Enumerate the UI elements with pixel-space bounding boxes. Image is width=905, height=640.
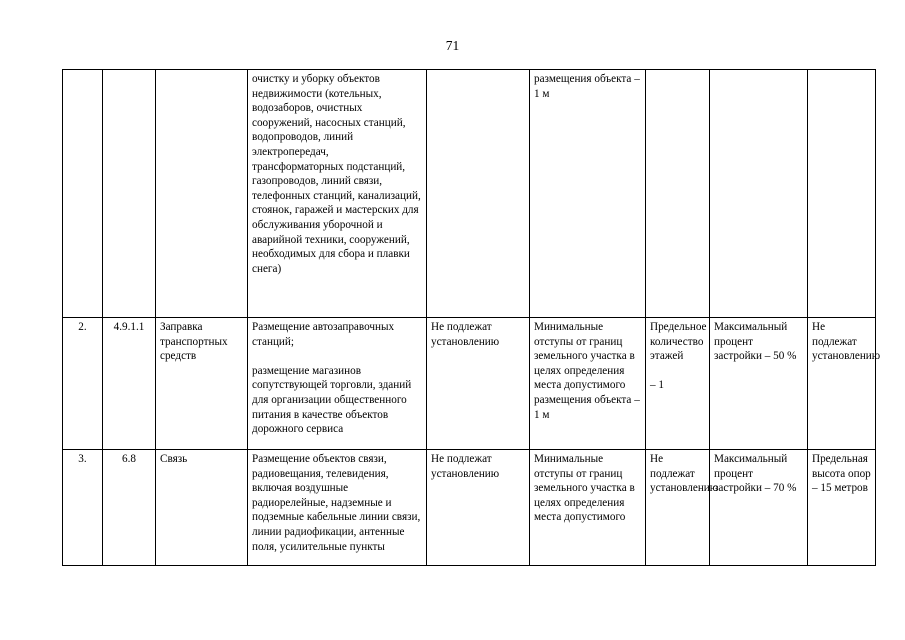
coverage-cell: Максимальный процент застройки – 50 % bbox=[710, 318, 808, 450]
description-cell bbox=[248, 450, 427, 566]
table-row bbox=[63, 450, 876, 566]
floors-cell: Не подлежат установлению bbox=[646, 450, 710, 566]
floors-value: – 1 bbox=[650, 379, 664, 392]
other-params-cell: Предельная высота опор – 15 метров bbox=[808, 450, 876, 566]
plot-size-cell bbox=[427, 70, 530, 318]
description-paragraph: очистку и уборку объектов недвижимости (котельных, водозаборов, очистных сооружений, насосных станций, водопроводов, линий электропередач, трансформаторных подстанций, газопроводов, линий связи, телефонных станций, канализаций, стоянок, гаражей и мастерских для обслуживания уборочной и аварийной техники, сооружений, необходимых для сбора и плавки снега) bbox=[252, 73, 421, 275]
regulations-table bbox=[62, 69, 881, 566]
description-paragraph: Размещение автозаправочных станций; bbox=[252, 321, 395, 348]
description-paragraph: Размещение объектов связи, радиовещания, телевидения, включая воздушные радиорелейные, надземные и подземные кабельные линии связи, линии радиофикации, антенные поля, усилительные пункты bbox=[252, 453, 421, 553]
coverage-cell bbox=[710, 70, 808, 318]
use-name-cell bbox=[156, 70, 248, 318]
setbacks-cell: Минимальные отступы от границ земельного участка в целях определения места допустимого размещения объекта – 1 м bbox=[530, 318, 646, 450]
other-params-cell bbox=[808, 70, 876, 318]
table-row bbox=[63, 70, 876, 318]
floors-label: Предельное количество этажей bbox=[650, 321, 707, 363]
description-cell bbox=[248, 318, 427, 450]
row-number-cell: 3. bbox=[63, 450, 103, 566]
other-params-cell: Не подлежат установлению bbox=[808, 318, 876, 450]
setbacks-cell: размещения объекта – 1 м bbox=[530, 70, 646, 318]
page-number: 71 bbox=[445, 38, 460, 53]
code-cell: 6.8 bbox=[103, 450, 156, 566]
use-name-cell: Связь bbox=[156, 450, 248, 566]
coverage-cell: Максимальный процент застройки – 70 % bbox=[710, 450, 808, 566]
row-number-cell: 2. bbox=[63, 318, 103, 450]
plot-size-cell: Не подлежат установлению bbox=[427, 450, 530, 566]
plot-size-cell: Не подлежат установлению bbox=[427, 318, 530, 450]
code-cell: 4.9.1.1 bbox=[103, 318, 156, 450]
use-name-cell: Заправка транспортных средств bbox=[156, 318, 248, 450]
description-cell bbox=[248, 70, 427, 318]
table-row bbox=[63, 318, 876, 450]
row-number-cell bbox=[63, 70, 103, 318]
floors-cell bbox=[646, 70, 710, 318]
code-cell bbox=[103, 70, 156, 318]
setbacks-cell: Минимальные отступы от границ земельного участка в целях определения места допустимого bbox=[530, 450, 646, 566]
description-paragraph: размещение магазинов сопутствующей торговли, зданий для организации общественного питания в качестве объектов дорожного сервиса bbox=[252, 364, 412, 436]
floors-cell bbox=[646, 318, 710, 450]
